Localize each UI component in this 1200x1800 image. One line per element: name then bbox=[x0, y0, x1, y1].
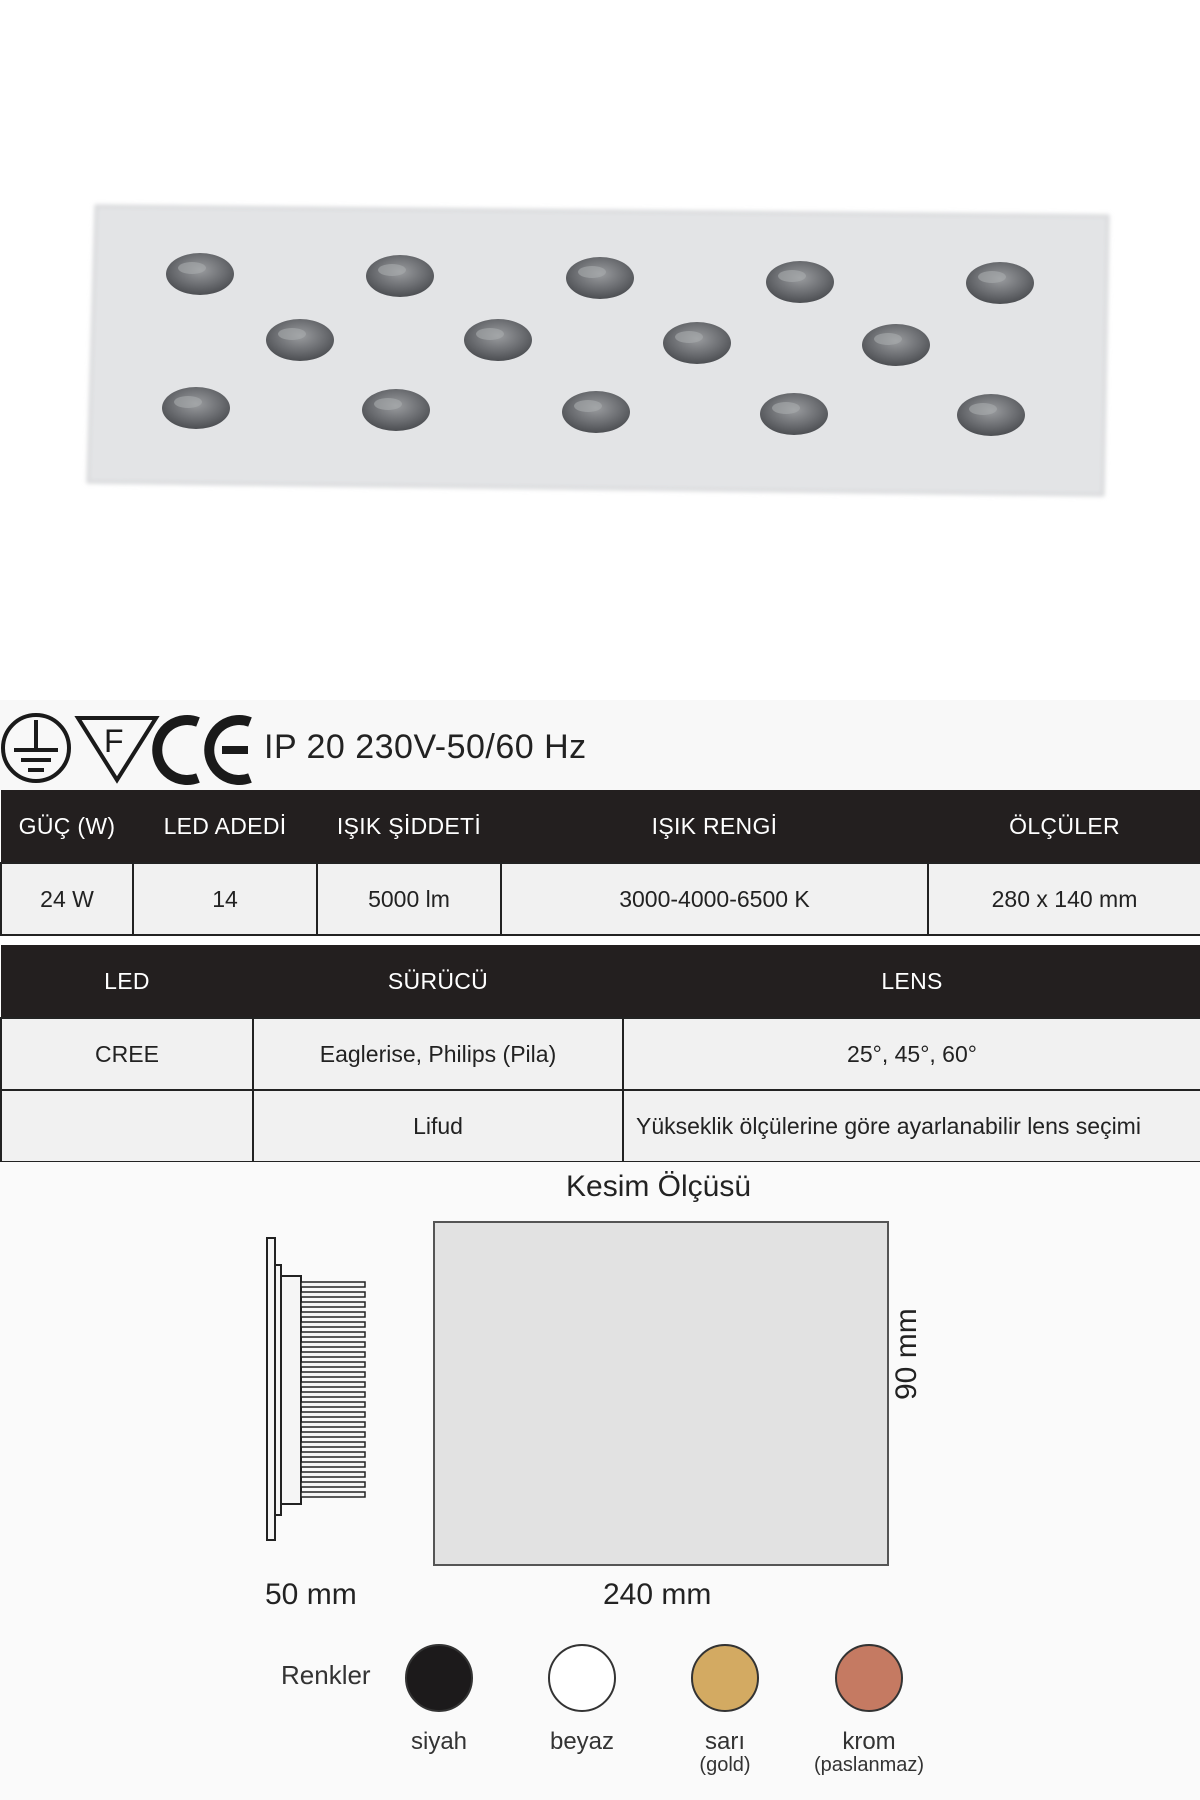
color-swatch-copper bbox=[835, 1644, 903, 1712]
color-swatch-gold bbox=[691, 1644, 759, 1712]
cutout-title: Kesim Ölçüsü bbox=[566, 1170, 752, 1203]
component-row bbox=[1, 1090, 1200, 1162]
heatsink-fin bbox=[301, 1432, 365, 1437]
f-mark-icon bbox=[78, 718, 156, 780]
spec-value-row bbox=[1, 863, 1200, 935]
spec-header-row bbox=[1, 790, 1200, 863]
heatsink-fin bbox=[301, 1462, 365, 1467]
value-dimensions: 280 x 140 mm bbox=[928, 863, 1200, 935]
value-driver: Eaglerise, Philips (Pila) bbox=[253, 1018, 623, 1090]
heatsink-fin bbox=[301, 1362, 365, 1367]
ce-mark-icon bbox=[157, 720, 250, 780]
heatsink-fin bbox=[301, 1382, 365, 1387]
led-dot bbox=[862, 324, 930, 366]
heatsink-fin bbox=[301, 1302, 365, 1307]
component-row bbox=[1, 1018, 1200, 1090]
led-highlight bbox=[374, 398, 402, 410]
heatsink-fin bbox=[301, 1442, 365, 1447]
led-dot bbox=[166, 253, 234, 295]
color-name-gold: sarı bbox=[704, 1728, 745, 1755]
led-highlight bbox=[476, 328, 504, 340]
led-dot bbox=[366, 255, 434, 297]
color-sub-gold: (gold) bbox=[699, 1754, 751, 1776]
color-name-black: siyah bbox=[410, 1728, 468, 1755]
value-lens: Yükseklik ölçülerine göre ayarlanabilir lens seçimi bbox=[623, 1090, 1200, 1162]
heatsink-fin bbox=[301, 1422, 365, 1427]
side-profile-drawing bbox=[260, 1230, 380, 1550]
certification-strip bbox=[0, 700, 1200, 790]
color-sub-copper: (paslanmaz) bbox=[813, 1754, 925, 1776]
header-driver: SÜRÜCÜ bbox=[253, 945, 623, 1018]
heatsink-fin bbox=[301, 1282, 365, 1287]
led-panel bbox=[88, 206, 1108, 495]
led-highlight bbox=[874, 333, 902, 345]
heatsink-fin bbox=[301, 1412, 365, 1417]
value-luminous-flux: 5000 lm bbox=[317, 863, 501, 935]
led-highlight bbox=[969, 403, 997, 415]
header-power: GÜÇ (W) bbox=[1, 790, 133, 863]
ground-symbol-icon bbox=[3, 715, 69, 781]
cutout-width-label: 240 mm bbox=[603, 1578, 712, 1611]
header-lens: LENS bbox=[623, 945, 1200, 1018]
heatsink-fin bbox=[301, 1492, 365, 1497]
led-highlight bbox=[178, 262, 206, 274]
colors-label: Renkler bbox=[281, 1660, 371, 1690]
cutout-height-label: 90 mm bbox=[890, 1308, 923, 1400]
led-highlight bbox=[378, 264, 406, 276]
led-highlight bbox=[174, 396, 202, 408]
led-dot bbox=[957, 394, 1025, 436]
color-name-white: beyaz bbox=[549, 1728, 615, 1755]
heatsink-fin bbox=[301, 1482, 365, 1487]
component-header-row bbox=[1, 945, 1200, 1018]
depth-label: 50 mm bbox=[265, 1578, 357, 1611]
led-dot bbox=[760, 393, 828, 435]
led-dot bbox=[464, 319, 532, 361]
product-photo-svg bbox=[0, 0, 1200, 700]
led-dot bbox=[766, 261, 834, 303]
header-luminous-flux: IŞIK ŞİDDETİ bbox=[317, 790, 501, 863]
led-dot bbox=[566, 257, 634, 299]
led-highlight bbox=[675, 331, 703, 343]
led-dot bbox=[663, 322, 731, 364]
led-highlight bbox=[574, 400, 602, 412]
value-led-brand: CREE bbox=[1, 1018, 253, 1090]
value-light-color: 3000-4000-6500 K bbox=[501, 863, 928, 935]
cutout-rectangle bbox=[433, 1221, 889, 1566]
spec-table-components bbox=[0, 945, 1200, 1163]
header-led: LED bbox=[1, 945, 253, 1018]
heatsink-fin bbox=[301, 1392, 365, 1397]
value-lens: 25°, 45°, 60° bbox=[623, 1018, 1200, 1090]
header-led-count: LED ADEDİ bbox=[133, 790, 317, 863]
led-dot bbox=[966, 262, 1034, 304]
heatsink-fin bbox=[301, 1472, 365, 1477]
certification-icons bbox=[0, 710, 260, 790]
led-dot bbox=[266, 319, 334, 361]
header-light-color: IŞIK RENGİ bbox=[501, 790, 928, 863]
heatsink-fin bbox=[301, 1452, 365, 1457]
heatsink-fin bbox=[301, 1402, 365, 1407]
heatsink-fin bbox=[301, 1332, 365, 1337]
heatsink-fin bbox=[301, 1342, 365, 1347]
value-driver: Lifud bbox=[253, 1090, 623, 1162]
led-dot bbox=[362, 389, 430, 431]
header-dimensions: ÖLÇÜLER bbox=[928, 790, 1200, 863]
led-highlight bbox=[778, 270, 806, 282]
value-power: 24 W bbox=[1, 863, 133, 935]
heatsink-fin bbox=[301, 1312, 365, 1317]
color-swatch-white bbox=[548, 1644, 616, 1712]
heatsink-fin bbox=[301, 1292, 365, 1297]
value-led-brand bbox=[1, 1090, 253, 1162]
value-led-count: 14 bbox=[133, 863, 317, 935]
led-highlight bbox=[578, 266, 606, 278]
heatsink-fin bbox=[301, 1352, 365, 1357]
spec-table-main bbox=[0, 790, 1200, 936]
electrical-rating: IP 20 230V-50/60 Hz bbox=[264, 728, 587, 766]
led-highlight bbox=[772, 402, 800, 414]
led-highlight bbox=[978, 271, 1006, 283]
product-photo bbox=[0, 0, 1200, 700]
led-dot bbox=[162, 387, 230, 429]
led-highlight bbox=[278, 328, 306, 340]
heatsink-fin bbox=[301, 1322, 365, 1327]
color-name-copper: krom bbox=[842, 1728, 896, 1755]
color-swatch-black bbox=[405, 1644, 473, 1712]
heatsink-fin bbox=[301, 1372, 365, 1377]
svg-text:F: F bbox=[104, 723, 124, 759]
led-dot bbox=[562, 391, 630, 433]
